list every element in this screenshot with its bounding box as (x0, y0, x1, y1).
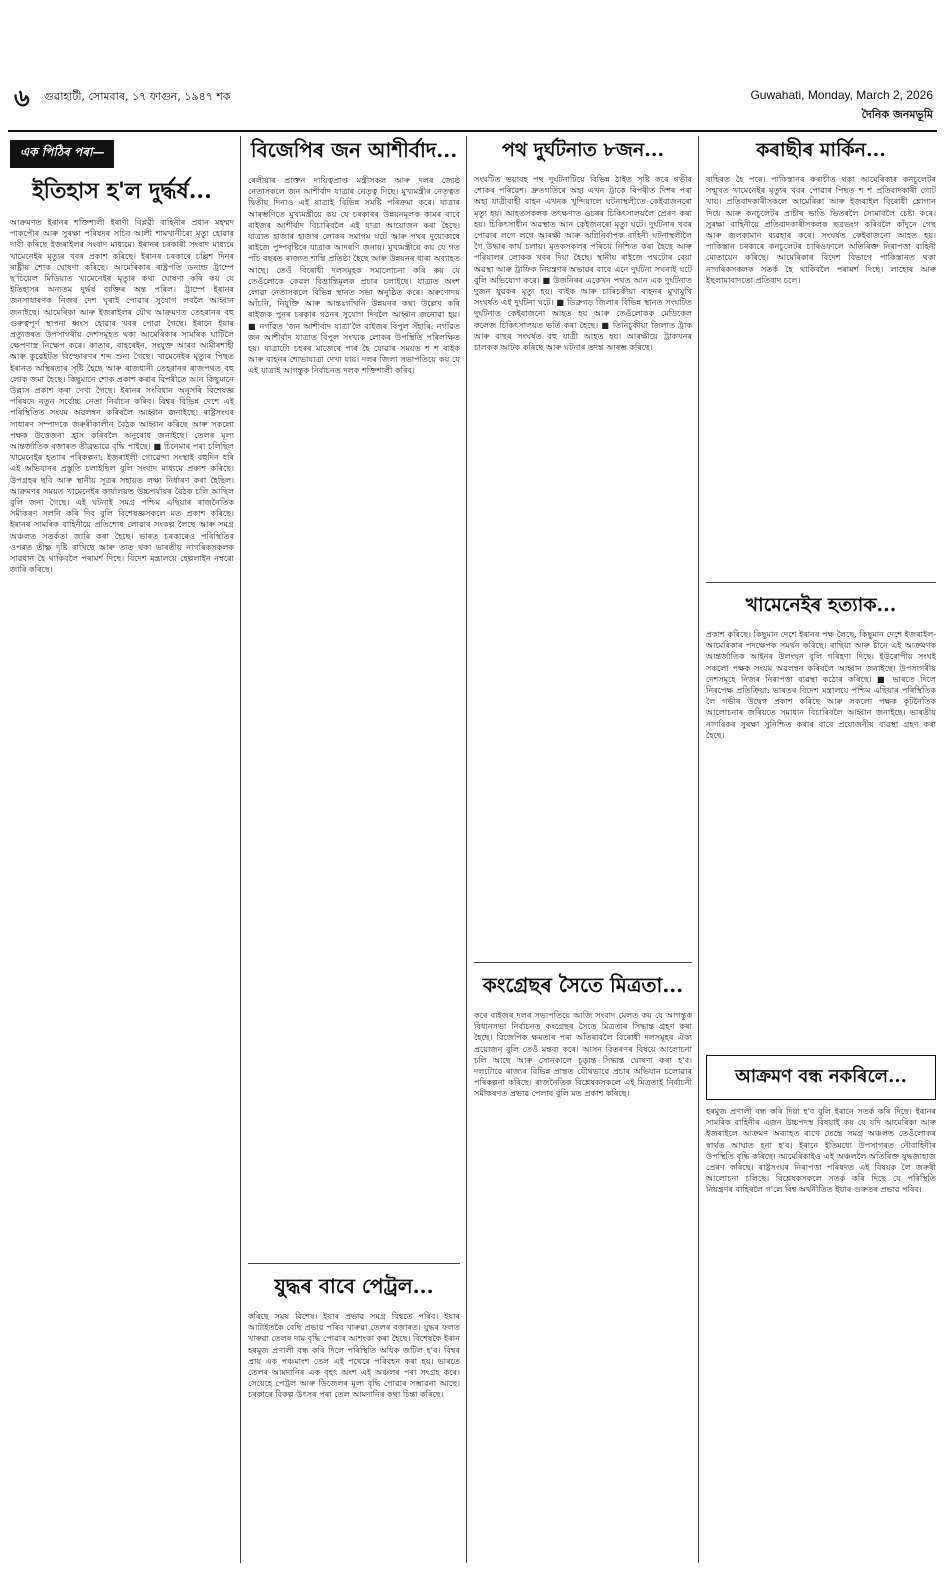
column-divider (240, 136, 241, 1563)
article-divider (474, 962, 692, 963)
article-body: হৰমুজ প্ৰণালী বন্ধ কৰি দিয়া হ'ব বুলি ইৰানে সতৰ্ক কৰি দিছে। ইৰানৰ সামৰিক বাহিনীৰ এজন উচ্চপদস্থ বিষয়াই কয় যে যদি আমেৰিকা আৰু ইজৰাইলে আক্ৰমণ অব্যাহত ৰাখে তেন্তে সমগ্ৰ অঞ্চলত তেওঁলোকৰ স্বাৰ্থত আঘাত হনা হ'ব। ইৰানে ইতিমধ্যে উপসাগৰত নৌবাহিনীৰ উপস্থিতি বৃদ্ধি কৰিছে। আমেৰিকাইও এই অঞ্চললৈ অতিৰিক্ত যুদ্ধজাহাজ প্ৰেৰণ কৰিছে। ৰাষ্ট্ৰসংঘৰ নিৰাপত্তা পৰিষদত এই বিষয়ক লৈ জৰুৰী আলোচনা চলিছে। বিশ্লেষকসকলে সতৰ্ক কৰি দিছে যে পৰিস্থিতি নিয়ন্ত্ৰণৰ বাহিৰলৈ গ'লে বিশ্ব অৰ্থনীতিত ইয়াৰ গুৰুতৰ প্ৰভাৱ পৰিব। (706, 1106, 936, 1195)
article-body: প্ৰকাশ কৰিছে। কিছুমান দেশে ইৰানৰ পক্ষ লৈছে, কিছুমান দেশে ইজৰাইল-আমেৰিকাৰ পদক্ষেপক সমৰ্থন কৰিছে। ৰাছিয়া আৰু চীনে এই আক্ৰমণক আন্তৰ্জাতিক আইনৰ উলংঘন বুলি গৰিহণা দিছে। ইউৰোপীয় সংঘই সকলো পক্ষক সংযম অৱলম্বন কৰিবলৈ আহ্বান জনাইছে। উপসাগৰীয় দেশসমূহে নিজৰ নিৰাপত্তা ব্যৱস্থা কঠোৰ কৰিছে। ■ ভাৰতে দিলে নিৰপেক্ষ প্ৰতিক্ৰিয়া: ভাৰতৰ বিদেশ মন্ত্ৰালয়ে পশ্চিম এছিয়াৰ পৰিস্থিতিক লৈ গভীৰ উদ্বেগ প্ৰকাশ কৰিছে আৰু সকলো পক্ষক কূটনৈতিক আলোচনাৰ জৰিয়তে সমাধান বিচাৰিবলৈ আহ্বান জনাইছে। ভাৰতীয় নাগৰিকৰ সুৰক্ষা সুনিশ্চিত কৰাৰ বাবে প্ৰয়োজনীয় ব্যৱস্থা গ্ৰহণ কৰা হৈছে। (706, 629, 936, 740)
date-location-left: গুৱাহাটী, সোমবাৰ, ১৭ ফাগুন, ১৯৪৭ শক (44, 90, 231, 103)
column-3 (474, 136, 692, 1563)
column-1 (10, 136, 234, 1563)
headline-attack-stop: আক্ৰমণ বন্ধ নকৰিলে... (706, 1055, 936, 1100)
article-body: বাহিৰত হৈ পৰে। পাকিস্তানৰ কৰাচীত থকা আমেৰিকাৰ কনচুলেটৰ সন্মুখত খামেনেইৰ মৃত্যুৰ খবৰ পোৱাৰ পিছত শ শ প্ৰতিবাদকাৰী গোট খায়। প্ৰতিবাদকাৰীসকলে আমেৰিকা আৰু ইজৰাইল বিৰোধী শ্লোগান দিয়ে আৰু কনচুলেটৰ প্ৰাচীৰ ভাঙি ভিতৰলৈ সোমাবলৈ চেষ্টা কৰে। সুৰক্ষা বাহিনীয়ে প্ৰতিবাদকাৰীসকলক ছত্ৰভংগ কৰিবলৈ কাঁদুনে গেছ আৰু জলকামান ব্যৱহাৰ কৰে। সংঘৰ্ষত কেইবাজনো আহত হয়। পাকিস্তান চৰকাৰে কনচুলেটৰ চাৰিওফালে অতিৰিক্ত নিৰাপত্তা বাহিনী মোতায়েন কৰিছে। আমেৰিকাৰ বিদেশ বিভাগে পাকিস্তানত থকা নাগৰিকসকলক সতৰ্ক হৈ থাকিবলৈ পৰামৰ্শ দিছে। লাহোৰ আৰু ইছলামাবাদতো প্ৰতিবাদ চলে। (706, 174, 936, 285)
headline-road-accident: পথ দুৰ্ঘটনাত ৮জন... (501, 139, 665, 161)
article-divider (706, 582, 936, 583)
date-location-right: Guwahati, Monday, March 2, 2026 (750, 88, 933, 102)
newspaper-name: দৈনিক জনমভূমি (861, 108, 933, 121)
article-divider (248, 1263, 460, 1264)
headline-khamenei-killing: খামেনেইৰ হত্যাক... (745, 594, 897, 616)
headline-history: ইতিহাস হ'ল দুৰ্দ্ধৰ্ষ... (32, 178, 212, 204)
continued-badge: এক পিঠিৰ পৰা— (10, 140, 114, 168)
header-rule (8, 130, 937, 132)
article-body: ৰেলীয়াৰ প্ৰাক্তন দায়িত্বপ্ৰাপ্ত মন্ত্ৰীসকল আৰু দলৰ জ্যেষ্ঠ নেতাসকলে জন আশীৰ্বাদ যাত্ৰাৰ নেতৃত্ব দিছে। মুখ্যমন্ত্ৰীৰ নেতৃত্বত দ্বিতীয় দিনাও এই যাত্ৰাই বিভিন্ন সমষ্টি পৰিক্ৰমা কৰে। যাত্ৰাৰ আৰম্ভণিতে মুখ্যমন্ত্ৰীয়ে কয় যে চৰকাৰৰ উন্নয়নমূলক কামৰ বাবে ৰাইজৰ আশীৰ্বাদ বিচাৰিবলৈ এই যাত্ৰা আয়োজন কৰা হৈছে। যাত্ৰাত হাজাৰ হাজাৰ লোকৰ সমাগম ঘটে আৰু পথৰ দুয়োকাষে ৰাইজে পুষ্পবৃষ্টিৰে যাত্ৰাক আদৰণি জনায়। মুখ্যমন্ত্ৰীয়ে কয় যে গত পাঁচ বছৰত ৰাজ্যত শান্তি প্ৰতিষ্ঠা হৈছে আৰু উন্নয়নৰ ধাৰা অব্যাহত আছে। তেওঁ বিৰোধী দলসমূহক সমালোচনা কৰি কয় যে তেওঁলোকে কেৱল বিভ্ৰান্তিমূলক প্ৰচাৰ চলাইছে। যাত্ৰাত অংশ লোৱা নেতাসকলে বিভিন্ন স্থানত সভা অনুষ্ঠিত কৰে। অৰুণোদয় আঁচনি, নিযুক্তি আৰু আন্তঃগাঁথনি উন্নয়নৰ কথা উল্লেখ কৰি ৰাইজক পুনৰ চৰকাৰ গঠনৰ সুযোগ দিবলৈ আহ্বান জনোৱা হয়। ■ নগাঁৱত 'জন আশীৰ্বাদ যাত্ৰা'লৈ বাইজৰ বিপুল সঁহাৰি: নগাঁৱত জন আশীৰ্বাদ যাত্ৰাত বিপুল সংখ্যক লোকৰ উপস্থিতি পৰিলক্ষিত হয়। যাত্ৰাটো চহৰৰ মাজেৰে পাৰ হৈ যোৱাৰ সময়ত শ শ বাইক আৰু বাহনৰ শোভাযাত্ৰা দেখা যায়। দলৰ জিলা সভাপতিয়ে কয় যে এই যাত্ৰাই আগন্তুক নিৰ্বাচনত দলক শক্তিশালী কৰিব। (248, 175, 460, 376)
page-header (8, 80, 937, 128)
column-4 (706, 136, 936, 1563)
page-number: ৬ (14, 83, 30, 112)
headline-bjp-ashirbad: বিজেপিৰ জন আশীৰ্বাদ... (250, 138, 458, 162)
headline-congress-alliance: কংগ্ৰেছৰ সৈতে মিত্ৰতা... (482, 973, 684, 997)
headline-karachi-us: কৰাছীৰ মাৰ্কিন... (756, 139, 886, 161)
headline-war-petrol: যুদ্ধৰ বাবে পেট্ৰল... (274, 1274, 434, 1298)
column-divider (466, 136, 467, 1563)
column-2 (248, 136, 460, 1563)
column-divider (698, 136, 699, 1563)
article-body: আক্ৰমণত ইৰানৰ শক্তিশালী ইৰাণী বিপ্লৱী বাহিনীৰ প্ৰধান মহম্মদ পাকপৌৰ আৰু সুৰক্ষা পৰিষদৰ সচিব আলী শামখানীৰো মৃত্যু হোৱাৰ দাবী কৰিছে ইজৰাইলৰ সংবাদ মাধ্যমে। ইৰানৰ চৰকাৰী সংবাদ মাধ্যমে খামেনেইৰ মৃত্যুৰ খবৰ প্ৰকাশ কৰিছে। ইৰানৰ চৰকাৰে চল্লিশ দিনৰ ৰাষ্ট্ৰীয় শোক ঘোষণা কৰিছে। আমেৰিকাৰ ৰাষ্ট্ৰপতি ডনাল্ড ট্ৰাম্পে ছ'চিয়েল মিডিয়াত খামেনেইৰ মৃত্যুৰ কথা ঘোষণা কৰি কয় যে ইতিহাসৰ অন্যতম দুৰ্দ্ধৰ্ষ ব্যক্তিৰ অন্ত পৰিল। ট্ৰাম্পে ইৰানৰ জনসাধাৰণক নিজৰ দেশ ঘূৰাই পোৱাৰ সুযোগ লবলৈ আহ্বান জনাইছে। আমেৰিকা আৰু ইজৰাইলৰ যৌথ আক্ৰমণত তেহৰানৰ বহু গুৰুত্বপূৰ্ণ স্থাপনা ধ্বংস হোৱাৰ খবৰ পোৱা গৈছে। ইৰানে ইয়াৰ প্ৰত্যুত্তৰত উপসাগৰীয় দেশসমূহত থকা আমেৰিকাৰ সামৰিক ঘাটিলৈ ক্ষেপণাস্ত্ৰ নিক্ষেপ কৰে। কাতাৰ, বাহৰেইন, সংযুক্ত আৰব আমীৰশাহী আৰু কুৱেইটত বিস্ফোৰণৰ শব্দ শুনা গৈছে। খামেনেইৰ মৃত্যুৰ পিছত ইৰানত অস্থিৰতাৰ সৃষ্টি হৈছে আৰু ৰাজধানী তেহৰানৰ ৰাজপথত বহু লোক জমা হৈছে। কিছুমানে শোক প্ৰকাশ কৰাৰ বিপৰীতে আন কিছুমানে উল্লাস প্ৰকাশ কৰা দেখা গৈছে। ইৰানৰ সংবিধান অনুসৰি বিশেষজ্ঞ পৰিষদে নতুন সৰ্বোচ্চ নেতা নিৰ্বাচন কৰিব। বিশ্বৰ বিভিন্ন দেশে এই পৰিস্থিতিত সংযম অৱলম্বন কৰিবলৈ আহ্বান জনাইছে। ৰাষ্ট্ৰসংঘৰ সাধাৰণ সম্পাদকে জৰুৰীকালীন বৈঠক আহ্বান কৰিছে আৰু সকলো পক্ষক উত্তেজনা হ্ৰাস কৰিবলৈ অনুৰোধ জনাইছে। তেলৰ মূল্য আন্তৰ্জাতিক বজাৰত তীব্ৰভাৱে বৃদ্ধি পাইছে। ■ চিনেমাৰ পৰা চলিছিল খামেনেইৰ হত্যাৰ পৰিকল্পনা: ইজৰাইলী গোৱেন্দা সংস্থাই বহুদিন ধৰি এই অভিযানৰ প্ৰস্তুতি চলাইছিল বুলি সংবাদ মাধ্যমে প্ৰকাশ কৰিছে। উপগ্ৰহৰ ছবি আৰু স্থানীয় সূত্ৰৰ সহায়ত লক্ষ্য নিৰ্ধাৰণ কৰা হৈছিল। আক্ৰমণৰ সময়ত খামেনেইৰ কাৰ্যালয়ত উচ্চপৰ্যায়ৰ বৈঠক চলি আছিল বুলি জনা গৈছে। এই ঘটনাই সমগ্ৰ পশ্চিম এছিয়াৰ ৰাজনৈতিক সমীকৰণ সলনি কৰি দিব বুলি বিশেষজ্ঞসকলে মত প্ৰকাশ কৰিছে। ইৰানৰ সামৰিক বাহিনীয়ে প্ৰতিশোধ লোৱাৰ সংকল্প লৈছে আৰু সমগ্ৰ অঞ্চলত সতৰ্কতা জাৰি কৰা হৈছে। ভাৰত চৰকাৰেও পৰিস্থিতিৰ ওপৰত তীক্ষ্ণ দৃষ্টি ৰাখিছে আৰু তাত থকা ভাৰতীয় নাগৰিকসকলক সাৱধান হৈ থাকিবলৈ পৰামৰ্শ দিছে। বিদেশ মন্ত্ৰালয়ে হেল্পলাইন নম্বৰো জাৰি কৰিছে। (10, 217, 234, 575)
article-body: কৰে বাইজৰ দলৰ সভাপতিয়ে আজি সংবাদ মেলত কয় যে আগন্তুক বিধানসভা নিৰ্বাচনত কংগ্ৰেছৰ সৈতে মিত্ৰতাৰ সিদ্ধান্ত গ্ৰহণ কৰা হৈছে। বিজেপিক ক্ষমতাৰ পৰা আঁতৰাবলৈ বিৰোধী দলসমূহৰ ঐক্য প্ৰয়োজন বুলি তেওঁ মন্তব্য কৰে। আসন বিতৰণৰ বিষয়ে আলোচনা চলি আছে আৰু সোনকালে চূড়ান্ত সিদ্ধান্ত ঘোষণা কৰা হ'ব। দলটোৱে ৰাজ্যৰ বিভিন্ন প্ৰান্তত যৌথভাৱে প্ৰচাৰ অভিযান চলোৱাৰ পৰিকল্পনা কৰিছে। ৰাজনৈতিক বিশ্লেষকসকলে এই মিত্ৰতাই নিৰ্বাচনী সমীকৰণত প্ৰভাৱ পেলাব বুলি মত প্ৰকাশ কৰিছে। (474, 1010, 692, 1099)
article-body: কৰিছে সময় বিশেষ। ইয়াৰ প্ৰভাৱ সমগ্ৰ বিশ্বতে পৰিব। ইয়াৰ আটাইতকৈ বেছি প্ৰভাৱ পৰিব খাৰুৱা তেলৰ বজাৰত। যুদ্ধৰ ফলত খাৰুৱা তেলৰ দাম বৃদ্ধি পোৱাৰ আশংকা কৰা হৈছে। বিশেষকৈ ইৰান হৰমুজ প্ৰণালী বন্ধ কৰি দিলে পৰিস্থিতি অধিক জটিল হ'ব। বিশ্বৰ প্ৰায় এক পঞ্চমাংশ তেল এই পথেৰে পৰিবহন কৰা হয়। ভাৰতে তেলৰ আমদানিৰ এক বৃহৎ অংশ এই অঞ্চলৰ পৰা সংগ্ৰহ কৰে। সেয়েহে পেট্ৰল আৰু ডিজেলৰ মূল্য বৃদ্ধি পোৱাৰ সম্ভাৱনা আছে। চৰকাৰে বিকল্প উৎসৰ পৰা তেল আমদানিৰ কথা চিন্তা কৰিছে। (248, 1311, 460, 1400)
article-body: সংঘটিত ভয়াবহ পথ দুৰ্ঘটনাটিয়ে বিভিন্ন ঠাইত সৃষ্টি কৰে গভীৰ শোকৰ পৰিৱেশ। দ্ৰুতগতিৰে অহা এখন ট্ৰাকে বিপৰীত দিশৰ পৰা অহা যাত্ৰীবাহী বাহন এখনক খুন্দিয়ালে ঘটনাস্থলীতে কেইবাজনৰো মৃত্যু হয়। আহতসকলক তৎক্ষণাত ওচৰৰ চিকিৎসালয়লৈ প্ৰেৰণ কৰা হয়। চিকিৎসাধীন অৱস্থাত আন কেইজনৰো মৃত্যু ঘটে। দুৰ্ঘটনাৰ খবৰ পোৱাৰ লগে লগে আৰক্ষী আৰু অগ্নিনিৰ্বাপক বাহিনী ঘটনাস্থলীলৈ গৈ উদ্ধাৰ কাৰ্য চলায়। মৃতকসকলৰ পৰিচয় নিশ্চিত কৰা হৈছে আৰু পৰিয়ালৰ লোকক খবৰ দিয়া হৈছে। স্থানীয় ৰাইজে পথটোৰ বেয়া অৱস্থা আৰু ট্ৰাফিক নিয়ন্ত্ৰণৰ অভাৱৰ বাবে এনে দুৰ্ঘটনা সঘনাই ঘটে বুলি অভিযোগ কৰে। ■ উজনিৰৰ একেখন পথত আন এক দুৰ্ঘটনাত দুজন যুৱকৰ মৃত্যু হয়। বাইক আৰু চাৰিচকীয়া বাহনৰ মুখামুখি সংঘৰ্ষত এই দুৰ্ঘটনা ঘটে। ■ ডিব্ৰুগড় জিলাৰ বিভিন্ন স্থানত সংঘটিত দুৰ্ঘটনাত কেইবাজনো আহত হয় আৰু তেওঁলোকক মেডিকেল কলেজ চিকিৎসালয়ত ভৰ্তি কৰা হৈছে। ■ তিনিচুকীয়া জিলাত ট্ৰাক আৰু বাছৰ সংঘৰ্ষত বহু যাত্ৰী আহত হয়। আৰক্ষীয়ে ট্ৰাকখনৰ চালকক আটক কৰিছে আৰু ঘটনাৰ তদন্ত আৰম্ভ কৰিছে। (474, 174, 692, 353)
